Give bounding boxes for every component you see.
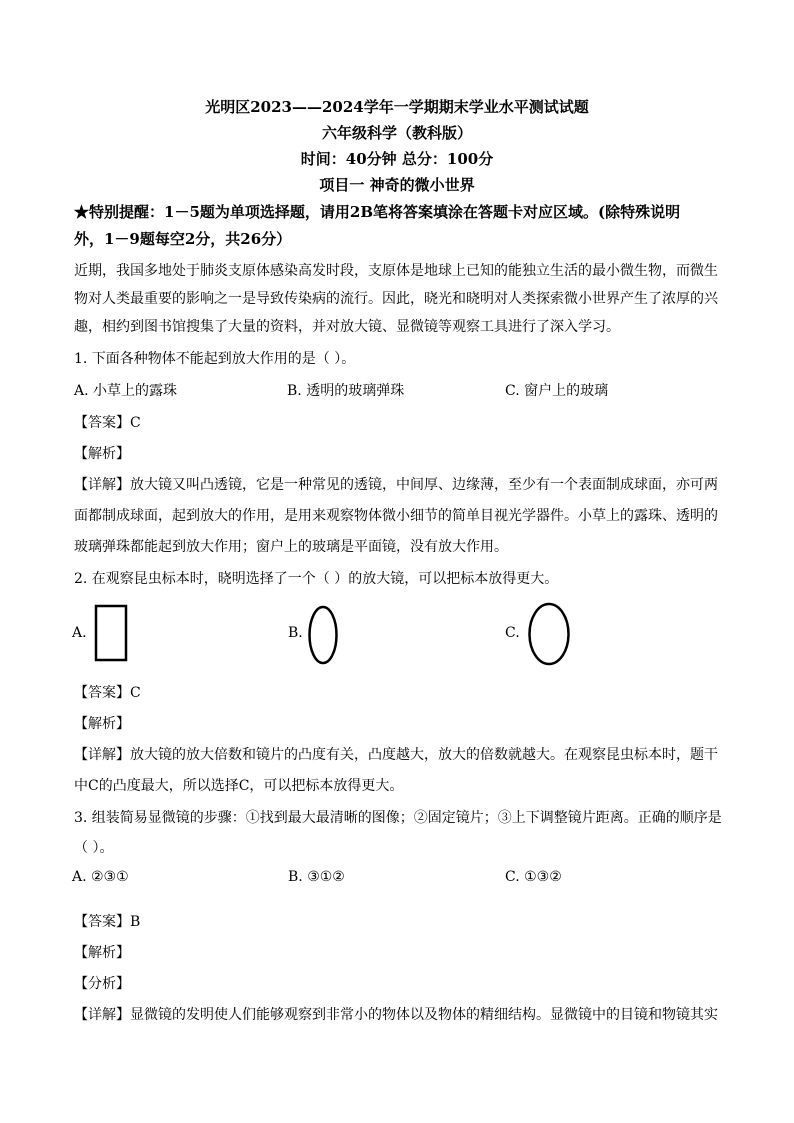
q2-option-b-label: B. xyxy=(288,625,303,641)
q2-option-a-label: A. xyxy=(72,625,87,641)
intro-line-2: 物对人类最重要的影响之一是导致传染病的流行。因此，晓光和晓明对人类探索微小世界产生了浓厚的兴 xyxy=(74,291,718,307)
q2-option-c-label: C. xyxy=(505,625,520,641)
intro-line-3: 趣，相约到图书馆搜集了大量的资料，并对放大镜、显微镜等观察工具进行了深入学习。 xyxy=(74,319,620,335)
q3-fenxi: 【分析】 xyxy=(74,976,130,992)
q2-detail-2: 中C的凸度最大，所以选择C，可以把标本放得更大。 xyxy=(74,778,404,794)
q3-stem-1: 3. 组装简易显微镜的步骤：①找到最大最清晰的图像；②固定镜片；③上下调整镜片距离。正确的顺序是 xyxy=(74,810,722,826)
time-score-line: 时间：40分钟 总分：100分 xyxy=(300,150,494,168)
q1-analysis: 【解析】 xyxy=(74,446,130,462)
thin-oval-lens-icon xyxy=(306,604,340,666)
q3-detail-1: 【详解】显微镜的发明使人们能够观察到非常小的物体以及物体的精细结构。显微镜中的目镜和物镜其实 xyxy=(74,1007,718,1023)
q1-option-c: C. 窗户上的玻璃 xyxy=(505,383,609,399)
q1-detail-3: 玻璃弹珠都能起到放大作用；窗户上的玻璃是平面镜，没有放大作用。 xyxy=(74,539,508,555)
q3-option-a: A. ②③① xyxy=(72,869,129,885)
intro-line-1: 近期，我国多地处于肺炎支原体感染高发时段，支原体是地球上已知的能独立生活的最小微生物，而微生 xyxy=(74,263,718,279)
q2-stem: 2. 在观察昆虫标本时，晓明选择了一个（ ）的放大镜，可以把标本放得更大。 xyxy=(74,571,559,587)
notice-line-2: 外，1－9题每空2分，共26分） xyxy=(74,230,292,248)
thick-oval-lens-icon xyxy=(526,601,572,667)
section-heading: 项目一 神奇的微小世界 xyxy=(319,176,475,194)
q1-answer: 【答案】C xyxy=(74,415,141,431)
notice-line-1: ★特别提醒：1－5题为单项选择题，请用2B笔将答案填涂在答题卡对应区域。(除特殊说明 xyxy=(74,203,681,221)
rectangle-lens-icon xyxy=(94,604,130,664)
q3-stem-2: （ ）。 xyxy=(74,840,114,856)
exam-subtitle: 六年级科学（教科版） xyxy=(321,124,472,142)
exam-title: 光明区2023——2024学年一学期期末学业水平测试试题 xyxy=(205,98,589,116)
q3-answer: 【答案】B xyxy=(74,914,141,930)
q1-option-b: B. 透明的玻璃弹珠 xyxy=(287,383,405,399)
q1-stem: 1. 下面各种物体不能起到放大作用的是（ ）。 xyxy=(74,351,356,367)
q3-analysis: 【解析】 xyxy=(74,945,130,961)
q1-option-a: A. 小草上的露珠 xyxy=(74,383,178,399)
q2-analysis: 【解析】 xyxy=(74,716,130,732)
q1-detail-2: 面都制成球面，起到放大的作用，是用来观察物体微小细节的简单目视光学器件。小草上的露珠、透明的 xyxy=(74,508,718,524)
q2-detail-1: 【详解】放大镜的放大倍数和镜片的凸度有关，凸度越大，放大的倍数就越大。在观察昆虫标本时，题干 xyxy=(74,747,718,763)
q2-answer: 【答案】C xyxy=(74,685,141,701)
q1-detail-1: 【详解】放大镜又叫凸透镜，它是一种常见的透镜，中间厚、边缘薄，至少有一个表面制成球面，亦可两 xyxy=(74,477,718,493)
q3-option-c: C. ①③② xyxy=(505,869,562,885)
q3-option-b: B. ③①② xyxy=(288,869,345,885)
